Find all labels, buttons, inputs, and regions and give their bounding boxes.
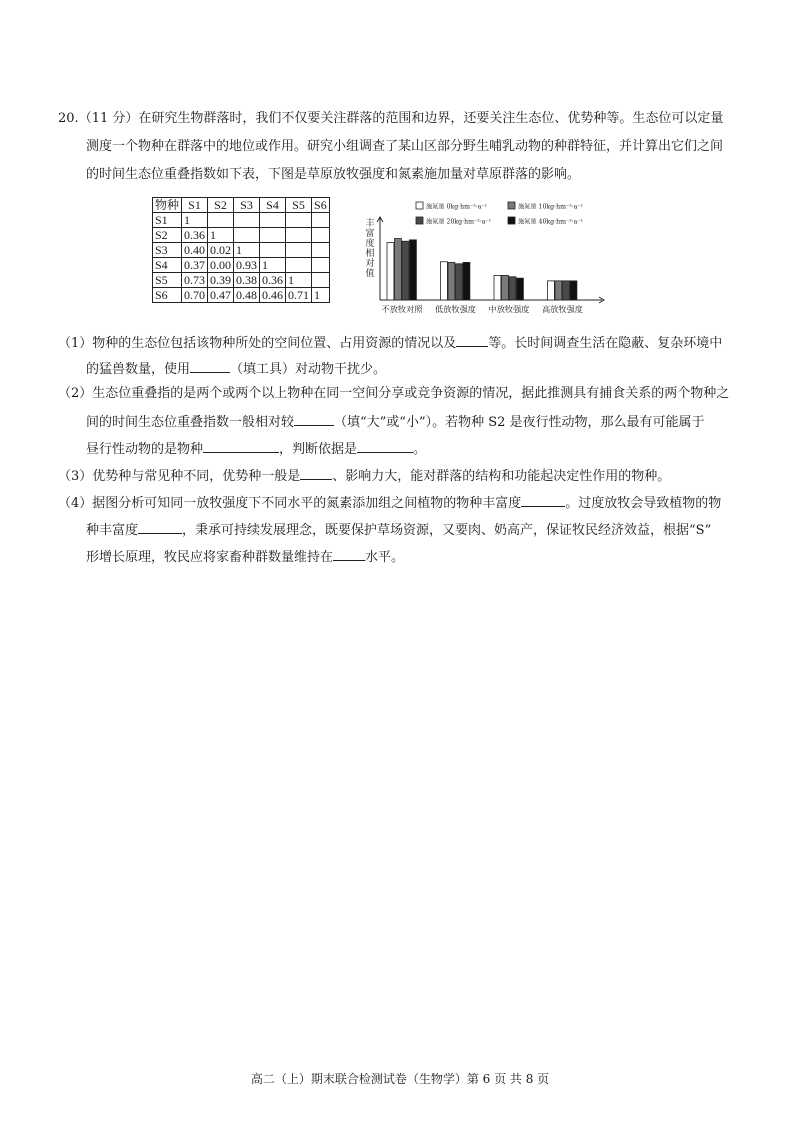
table-cell	[312, 273, 330, 288]
table-header-cell: 物种	[153, 198, 182, 213]
question-intro-line-1: 20.（11 分）在研究生物群落时，我们不仅要关注群落的范围和边界，还要关注生态位、优势种等。生态位可以定量	[58, 111, 724, 126]
table-cell: 0.00	[208, 258, 234, 273]
subquestion-2-line-2: 间的时间生态位重叠指数一般相对较 （填“大”或“小”）。若物种 S2 是夜行性动物，那么最有可能属于	[86, 412, 705, 432]
table-cell	[286, 243, 312, 258]
subquestion-1-line-1: （1）物种的生态位包括该物种所处的空间位置、占用资源的情况以及 等。长时间调查生活在隐蔽、复杂环境中	[58, 333, 722, 353]
table-cell: 0.40	[182, 243, 208, 258]
table-cell	[312, 258, 330, 273]
table-cell	[260, 213, 286, 228]
answer-blank[interactable]	[190, 359, 230, 373]
x-tick-label: 低放牧强度	[435, 304, 476, 314]
table-cell: 0.93	[234, 258, 260, 273]
table-header-cell: S3	[234, 198, 260, 213]
table-header-cell: S2	[208, 198, 234, 213]
chart-bars	[387, 239, 577, 301]
bar	[410, 240, 417, 300]
subquestion-2-line-1: （2）生态位重叠指的是两个或两个以上物种在同一空间分享或竞争资源的情况，据此推测具有捕食关系的两个物种之	[58, 386, 730, 401]
table-cell: 0.36	[260, 273, 286, 288]
bar	[502, 275, 509, 300]
table-cell	[312, 228, 330, 243]
bar	[402, 241, 409, 300]
x-tick-label: 不放牧对照	[381, 304, 423, 314]
bar	[555, 281, 562, 300]
y-axis-label-char: 度	[365, 239, 375, 249]
table-cell: 0.47	[208, 288, 234, 303]
table-cell	[234, 228, 260, 243]
bar	[441, 262, 448, 300]
legend-swatch	[508, 202, 515, 209]
legend-swatch	[416, 202, 423, 209]
chart-x-tick-labels	[382, 304, 583, 314]
answer-blank[interactable]	[294, 412, 334, 426]
answer-blank[interactable]	[357, 439, 413, 453]
answer-blank[interactable]	[521, 493, 565, 507]
table-cell: 0.37	[182, 258, 208, 273]
table-header-cell: S4	[260, 198, 286, 213]
table-row	[153, 213, 330, 228]
page-footer: 高二（上）期末联合检测试卷（生物学）第 6 页 共 8 页	[250, 1072, 550, 1086]
question-intro-line-2: 测度一个物种在群落中的地位或作用。研究小组调查了某山区部分野生哺乳动物的种群特征，并计算出它们之间	[86, 139, 724, 154]
bar	[448, 262, 455, 300]
answer-blank[interactable]	[300, 466, 332, 480]
legend-swatch	[508, 217, 515, 224]
table-cell	[260, 228, 286, 243]
x-tick-label: 中放牧强度	[488, 304, 530, 314]
bar	[463, 262, 470, 300]
answer-blank[interactable]	[456, 333, 488, 347]
table-cell	[312, 243, 330, 258]
table-cell: 1	[312, 288, 330, 303]
bar	[517, 278, 524, 300]
bar	[570, 281, 577, 300]
table-cell: 0.38	[234, 273, 260, 288]
table-row	[153, 288, 330, 303]
table-cell: 0.46	[260, 288, 286, 303]
legend-swatch	[416, 217, 423, 224]
question-score: （11 分）	[78, 111, 139, 126]
table-row	[153, 243, 330, 258]
table-row	[153, 273, 330, 288]
legend-label: 施氮量 40kg·hm⁻²·a⁻¹	[518, 218, 584, 226]
table-cell: S3	[153, 243, 182, 258]
table-cell: S5	[153, 273, 182, 288]
niche-overlap-table	[152, 197, 330, 303]
table-row	[153, 228, 330, 243]
legend-label: 施氮量 20kg·hm⁻²·a⁻¹	[426, 218, 492, 226]
bar	[548, 281, 555, 300]
question-number: 20.	[58, 111, 79, 126]
table-header-row	[153, 198, 330, 213]
table-cell	[286, 258, 312, 273]
bar	[387, 243, 394, 300]
y-axis-label-char: 对	[365, 259, 375, 269]
table-cell: 1	[182, 213, 208, 228]
table-header-cell: S5	[286, 198, 312, 213]
bar	[509, 277, 516, 300]
answer-blank[interactable]	[138, 520, 182, 534]
answer-blank[interactable]	[333, 547, 365, 561]
subquestion-3-line-1: （3）优势种与常见种不同，优势种一般是 、影响力大，能对群落的结构和功能起决定性作用的物种。	[58, 466, 670, 486]
table-cell	[260, 243, 286, 258]
subquestion-1-line-2: 的猛兽数量，使用 （填工具）对动物干扰少。	[86, 359, 386, 379]
table-cell: 0.73	[182, 273, 208, 288]
table-cell: 0.02	[208, 243, 234, 258]
table-cell: S2	[153, 228, 182, 243]
subquestion-4-line-1: （4）据图分析可知同一放牧强度下不同水平的氮素添加组之间植物的物种丰富度 。过度放牧会导致植物的物	[58, 493, 721, 513]
table-cell	[208, 213, 234, 228]
y-axis-label-char: 相	[365, 249, 375, 259]
table-cell: 1	[208, 228, 234, 243]
bar	[563, 281, 570, 300]
table-row	[153, 258, 330, 273]
table-cell: 0.39	[208, 273, 234, 288]
answer-blank[interactable]	[203, 439, 279, 453]
table-cell	[312, 213, 330, 228]
table-cell: 0.36	[182, 228, 208, 243]
table-cell: S6	[153, 288, 182, 303]
question-intro-line-3: 的时间生态位重叠指数如下表，下图是草原放牧强度和氮素施加量对草原群落的影响。	[86, 167, 581, 182]
table-cell: 0.48	[234, 288, 260, 303]
table-header-cell: S6	[312, 198, 330, 213]
table-cell	[286, 228, 312, 243]
subquestion-2-line-3: 昼行性动物的是物种 ，判断依据是 。	[86, 439, 426, 459]
grazing-nitrogen-bar-chart	[360, 196, 610, 318]
table-cell: 1	[286, 273, 312, 288]
table-cell: S1	[153, 213, 182, 228]
y-axis-label-char: 值	[365, 269, 375, 279]
table-cell	[234, 213, 260, 228]
x-tick-label: 高放牧强度	[542, 304, 583, 314]
subquestion-4-line-3: 形增长原理，牧民应将家畜种群数量维持在 水平。	[86, 547, 404, 567]
table-cell: S4	[153, 258, 182, 273]
legend-label: 施氮量 10kg·hm⁻²·a⁻¹	[518, 203, 584, 211]
chart-y-axis-label	[365, 217, 374, 279]
table-cell	[286, 213, 312, 228]
table-header-cell: S1	[182, 198, 208, 213]
table-cell: 1	[234, 243, 260, 258]
bar	[456, 264, 463, 300]
bar	[494, 275, 501, 300]
table-cell: 1	[260, 258, 286, 273]
table-cell: 0.71	[286, 288, 312, 303]
bar	[395, 239, 402, 301]
table-cell: 0.70	[182, 288, 208, 303]
y-axis-label-char: 丰	[365, 219, 375, 229]
chart-legend	[416, 202, 583, 226]
subquestion-4-line-2: 种丰富度 ，秉承可持续发展理念，既要保护草场资源，又要肉、奶高产，保证牧民经济效益，根据“S”	[86, 520, 711, 540]
y-axis-label-char: 富	[365, 229, 375, 239]
legend-label: 施氮量 0kg·hm⁻²·a⁻¹	[426, 203, 488, 211]
